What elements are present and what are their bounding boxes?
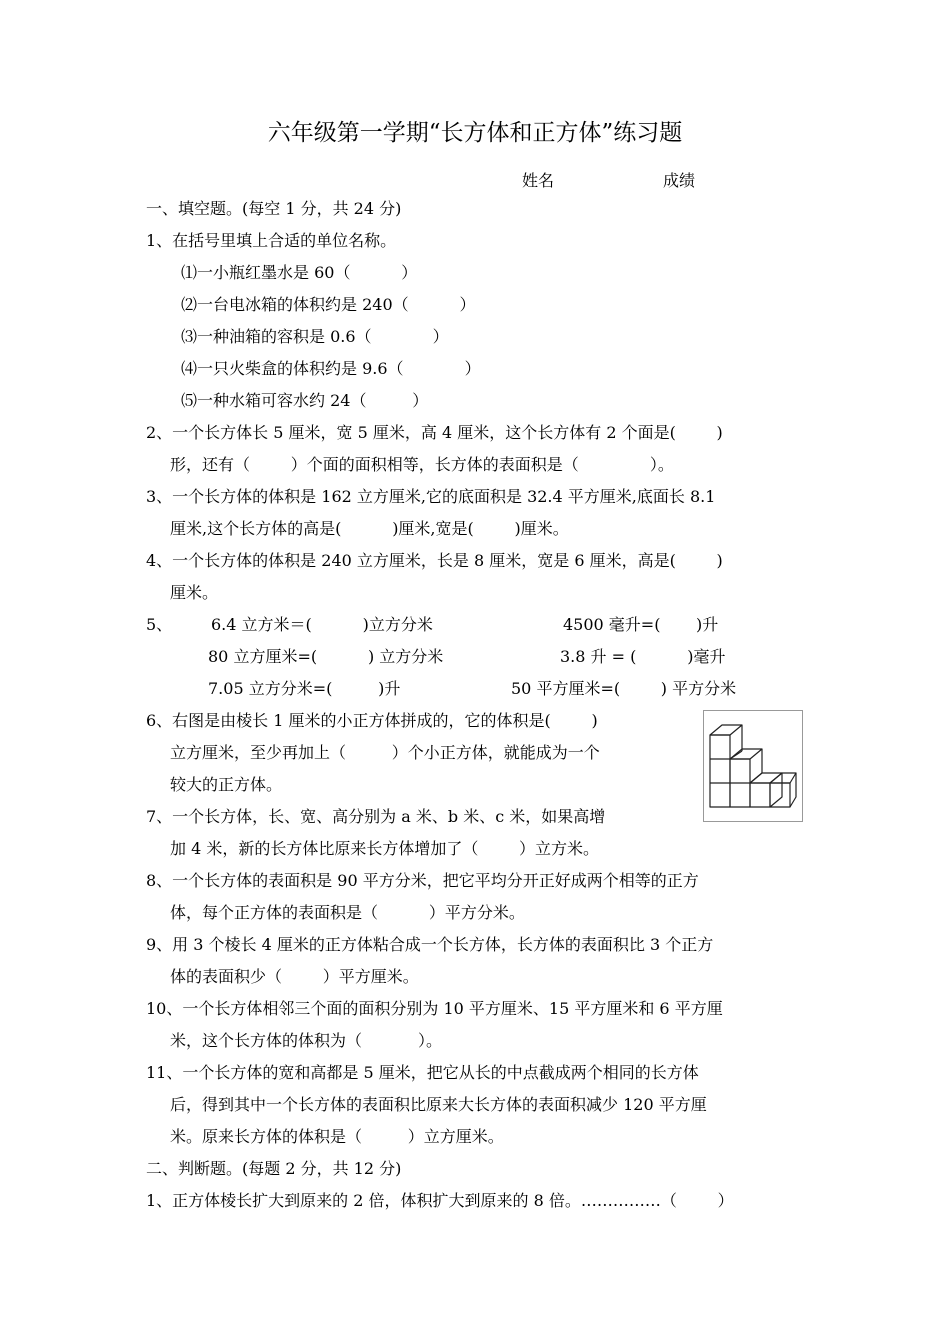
cube-stack-figure xyxy=(703,710,803,822)
question-6-line: 较大的正方体。 xyxy=(170,775,283,794)
question-11-line: 后，得到其中一个长方体的表面积比原来大长方体的表面积减少 120 平方厘 xyxy=(170,1095,707,1114)
question-1-item: ⑴一小瓶红墨水是 60（ ） xyxy=(181,263,418,282)
question-5-cell: 3.8 升 = ( )毫升 xyxy=(560,647,726,666)
question-1-item: ⑶一种油箱的容积是 0.6（ ） xyxy=(181,327,449,346)
question-6-line: 立方厘米，至少再加上（ ）个小正方体，就能成为一个 xyxy=(170,743,600,762)
section1-heading: 一、填空题。(每空 1 分，共 24 分) xyxy=(146,199,402,218)
question-3-line: 3、一个长方体的体积是 162 立方厘米,它的底面积是 32.4 平方厘米,底面长 8.1 xyxy=(146,487,716,506)
question-11-line: 米。原来长方体的体积是（ ）立方厘米。 xyxy=(170,1127,504,1146)
question-8-line: 8、一个长方体的表面积是 90 平方分米，把它平均分开正好成两个相等的正方 xyxy=(146,871,699,890)
score-label: 成绩 xyxy=(663,171,696,190)
question-9-line: 体的表面积少（ ）平方厘米。 xyxy=(170,967,419,986)
question-4-line: 4、一个长方体的体积是 240 立方厘米，长是 8 厘米，宽是 6 厘米，高是( ) xyxy=(146,551,723,570)
judgement-question-1: 1、正方体棱长扩大到原来的 2 倍，体积扩大到原来的 8 倍。……………（ ） xyxy=(146,1191,734,1210)
page-title: 六年级第一学期“长方体和正方体”练习题 xyxy=(267,120,683,146)
question-2-line: 2、一个长方体长 5 厘米，宽 5 厘米，高 4 厘米，这个长方体有 2 个面是( ) xyxy=(146,423,723,442)
question-11-line: 11、一个长方体的宽和高都是 5 厘米，把它从长的中点截成两个相同的长方体 xyxy=(146,1063,699,1082)
question-7-line: 7、一个长方体，长、宽、高分别为 a 米、b 米、c 米，如果高增 xyxy=(146,807,606,826)
question-2-line: 形，还有（ ）个面的面积相等，长方体的表面积是（ ）。 xyxy=(170,455,674,474)
question-1-item: ⑵一台电冰箱的体积约是 240（ ） xyxy=(181,295,476,314)
question-5-cell: 80 立方厘米=( ) 立方分米 xyxy=(208,647,444,666)
question-10-line: 10、一个长方体相邻三个面的面积分别为 10 平方厘米、15 平方厘米和 6 平方厘 xyxy=(146,999,723,1018)
cube-stack-drawing xyxy=(704,711,802,821)
question-10-line: 米，这个长方体的体积为（ ）。 xyxy=(170,1031,442,1050)
question-1-item: ⑸一种水箱可容水约 24（ ） xyxy=(181,391,429,410)
question-1: 1、在括号里填上合适的单位名称。 xyxy=(146,231,397,250)
question-5-label: 5、 xyxy=(146,615,173,634)
question-5-cell: 50 平方厘米=( ) 平方分米 xyxy=(511,679,737,698)
question-4-line: 厘米。 xyxy=(170,583,219,602)
question-7-line: 加 4 米，新的长方体比原来长方体增加了（ ）立方米。 xyxy=(170,839,600,858)
name-label: 姓名 xyxy=(522,171,555,190)
question-6-line: 6、右图是由棱长 1 厘米的小正方体拼成的，它的体积是( ) xyxy=(146,711,598,730)
section2-heading: 二、判断题。(每题 2 分，共 12 分) xyxy=(146,1159,402,1178)
question-5-cell: 6.4 立方米＝( )立方分米 xyxy=(211,615,433,634)
question-5-cell: 4500 毫升=( )升 xyxy=(563,615,719,634)
question-1-item: ⑷一只火柴盒的体积约是 9.6（ ） xyxy=(181,359,481,378)
question-5-cell: 7.05 立方分米=( )升 xyxy=(208,679,401,698)
question-9-line: 9、用 3 个棱长 4 厘米的正方体粘合成一个长方体，长方体的表面积比 3 个正方 xyxy=(146,935,714,954)
question-8-line: 体，每个正方体的表面积是（ ）平方分米。 xyxy=(170,903,525,922)
question-3-line: 厘米,这个长方体的高是( )厘米,宽是( )厘米。 xyxy=(170,519,569,538)
